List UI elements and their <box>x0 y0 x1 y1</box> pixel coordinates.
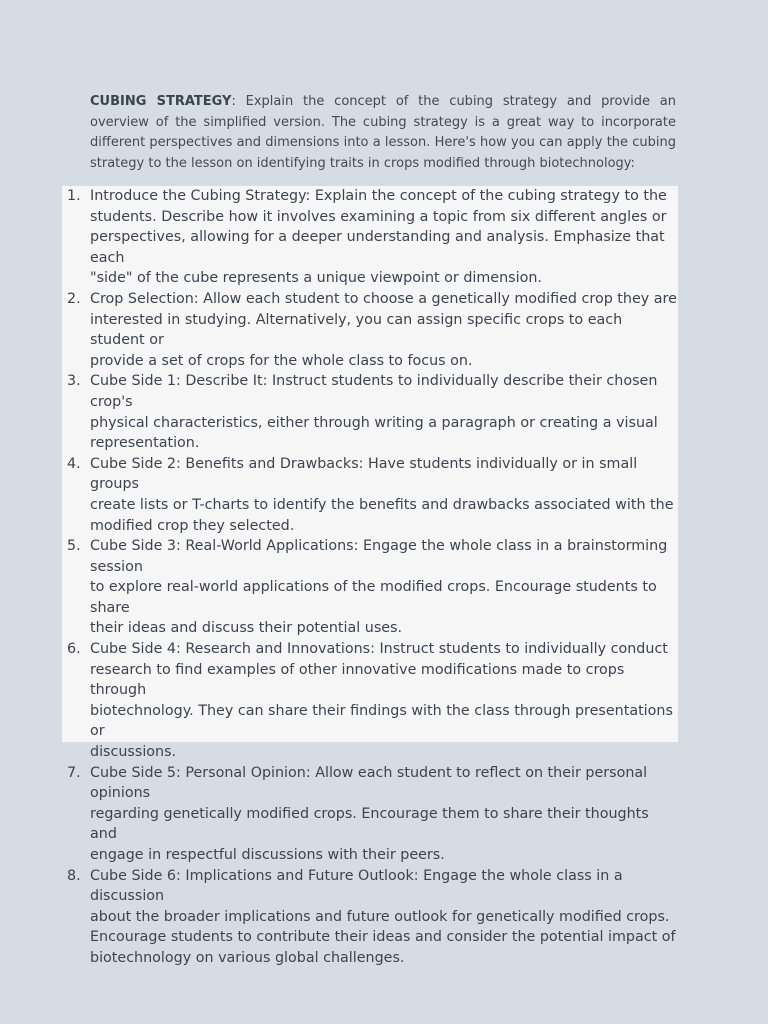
list-item <box>62 763 678 866</box>
intro-paragraph <box>90 92 676 174</box>
item-text: Crop Selection: Allow each student to choose a genetically modified crop they are interested in studying. Alternatively, you can assign specific crops to each student or provide a set of crops for the whole class to focus on. <box>90 290 677 369</box>
item-number: 8. <box>67 867 81 884</box>
item-number: 5. <box>67 538 81 555</box>
item-number: 2. <box>67 290 81 307</box>
steps-list <box>62 186 678 969</box>
item-number: 7. <box>67 764 81 781</box>
item-text: Cube Side 2: Benefits and Drawbacks: Have students individually or in small groups create lists or T-charts to identify the benefits and drawbacks associated with the modified crop they selected. <box>90 455 674 534</box>
item-text: Cube Side 6: Implications and Future Outlook: Engage the whole class in a discussion about the broader implications and future outlook for genetically modified crops. Encourage students to contribute their ideas and consider the potential impact of biotechnology on various global challenges. <box>90 867 676 966</box>
item-number: 6. <box>67 641 81 658</box>
item-text: Cube Side 5: Personal Opinion: Allow each student to reflect on their personal opinions regarding genetically modified crops. Encourage them to share their thoughts and engage in respectful discussions with their peers. <box>90 764 649 863</box>
item-number: 4. <box>67 455 81 472</box>
intro-heading: CUBING STRATEGY <box>90 94 232 109</box>
item-number: 3. <box>67 373 81 390</box>
list-item <box>62 186 678 289</box>
list-item <box>62 289 678 371</box>
list-item <box>62 866 678 969</box>
item-text: Introduce the Cubing Strategy: Explain the concept of the cubing strategy to the students. Describe how it involves examining a topic from six different angles or perspectives, allowing for a deeper understanding and analysis. Emphasize that each "side" of the cube represents a unique viewpoint or dimension. <box>90 188 667 287</box>
item-text: Cube Side 1: Describe It: Instruct students to individually describe their chosen crop's physical characteristics, either through writing a paragraph or creating a visual representation. <box>90 373 658 452</box>
intro-text: : Explain the concept of the cubing strategy and provide an overview of the simplified version. The cubing strategy is a great way to incorporate different perspectives and dimensions into a lesson. Here's how you can apply the cubing strategy to the lesson on identifying traits in crops modified through biotechnology: <box>90 94 676 171</box>
list-item <box>62 371 678 453</box>
item-number: 1. <box>67 188 81 204</box>
item-text: Cube Side 3: Real-World Applications: Engage the whole class in a brainstorming session to explore real-world applications of the modified crops. Encourage students to share their ideas and discuss their potential uses. <box>90 538 668 637</box>
steps-panel <box>62 186 678 966</box>
list-item <box>62 639 678 763</box>
item-text: Cube Side 4: Research and Innovations: Instruct students to individually conduct research to find examples of other innovative modifications made to crops through biotechnology. They can share their findings with the class through presentations or discussions. <box>90 641 673 761</box>
list-item <box>62 454 678 536</box>
list-item <box>62 536 678 639</box>
